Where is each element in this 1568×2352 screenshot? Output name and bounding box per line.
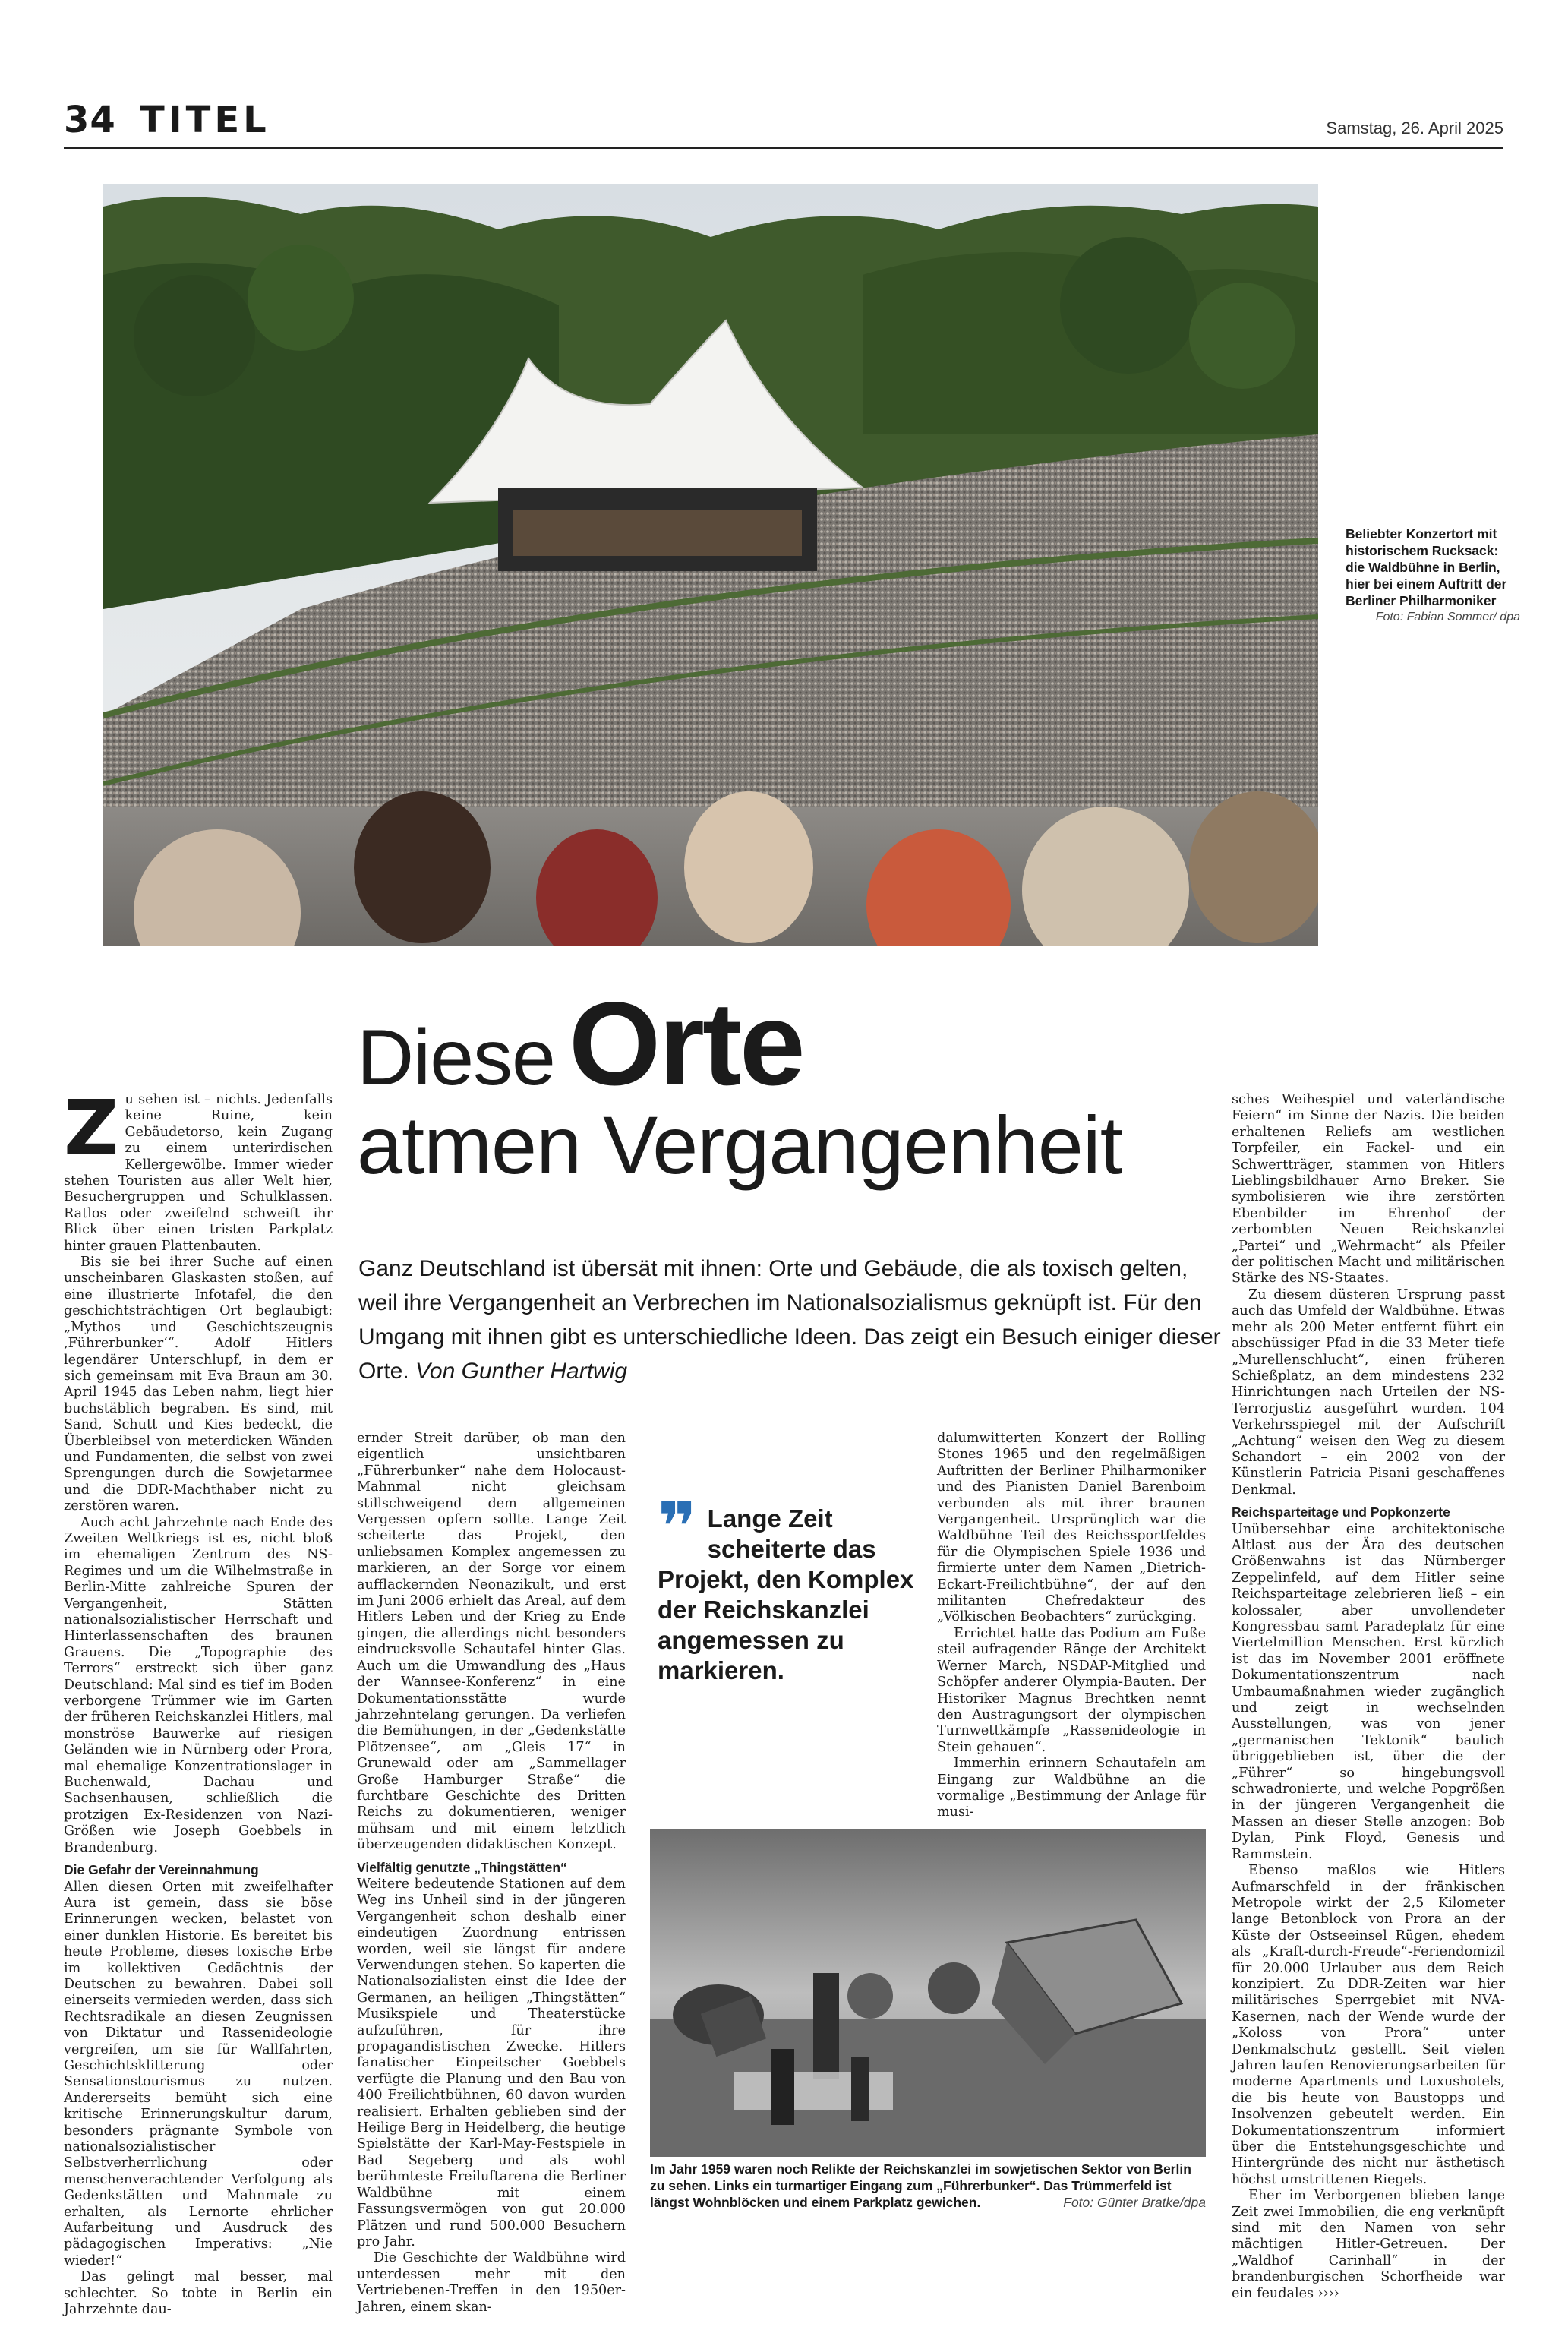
pull-quote-text: Lange Zeit scheiterte das Projekt, den Komplex der Reichskanzlei angemessen zu markieren. [658,1504,914,1684]
paragraph: Immerhin erinnern Schautafeln am Eingang zur Waldbühne an die vormalige „Bestimmung der Anlage für musi- [937,1756,1206,1820]
top-photo-credit: Foto: Fabian Sommer/ dpa [1375,611,1520,624]
section-title: TITEL [140,99,270,141]
headline-word-orte: Orte [568,978,803,1110]
paragraph: Auch acht Jahrzehnte nach Ende des Zweiten Weltkriegs ist es, nicht bloß im ehemaligen Zentrum des NS-Regimes und um die Wilhelmstraße in Berlin-Mitte zahlreiche Spuren der Vergangenheit, Stätten nationalsozialistischer Herrschaft und Hinterlassenschaften des braunen Grauens. Die „Topographie des Terrors“ erstreckt sich über ganz Deutschland: Mal sind es tief im Boden verborgene Trümmer wie im Garten der früheren Reichskanzlei Hitlers, mal monströse Bauwerke auf riesigen Geländen wie in Nürnberg oder Prora, mal ehemalige Konzentrationslager in Buchenwald, Dachau und Sachsenhausen, schließlich die protzigen Ex-Residenzen von Nazi-Größen wie Joseph Goebbels in Brandenburg. [64,1514,333,1855]
article-column-4 [1232,1092,1505,2302]
paragraph: Bis sie bei ihrer Suche auf einen unscheinbaren Glaskasten stoßen, auf eine illustrierte Infotafel, die den geschichtsträchtigen Ort beglaubigt: „Mythos und Geschichtszeugnis ‚Führerbunker‘“. Adolf Hitlers legendärer Unterschlupf, in dem er sich gemeinsam mit Eva Braun am 30. April 1945 das Leben nahm, liegt hier buchstäblich begraben. Es sind, mit Sand, Schutt und Kies bedeckt, die Überbleibsel von meterdicken Wänden und Fundamenten, die selbst von zwei Sprengungen durch die Sowjetarmee und die DDR-Machthaber nicht zu zerstören waren. [64,1255,333,1514]
quote-mark-icon: ❞ [658,1488,697,1566]
headline [357,978,1230,1191]
issue-date: Samstag, 26. April 2025 [1326,118,1503,137]
bottom-photo-credit: Foto: Günter Bratke/dpa [1063,2195,1206,2210]
paragraph: Errichtet hatte das Podium am Fuße steil aufragender Ränge der Architekt Werner March, NSDAP-Mitglied und Schöpfer anderer Olympia-Bauten. Der Historiker Magnus Brechtken nennt den Austragungsort der olympischen Turnwettkämpfe „Rassenideologie in Stein gehauen“. [937,1625,1206,1755]
paragraph: Die Geschichte der Waldbühne wird unterdessen mehr mit den Vertriebenen-Treffen in den 1950er-Jahren, einem skan- [357,2250,626,2315]
paragraph: Unübersehbar eine architektonische Altlast aus der Ära des deutschen Größenwahns ist das Nürnberger Zeppelinfeld, auf dem Hitler seine Reichsparteitage zelebrieren ließ – ein kolossaler, aber unvollendeter Kongressbau samt Paradeplatz für eine Viertelmillion Menschen. Erst kürzlich ist das im November 2001 eröffnete Dokumentationszentrum nach Umbaumaßnahmen wieder zugänglich und zeigt in wechselnden Ausstellungen, was von jener „germanischen Tektonik“ baulich übriggeblieben ist, über die der „Führer“ so hingebungsvoll schwadronierte, und welche Popgrößen in der jüngeren Vergangenheit die Massen an dieser Stelle anzogen: Bob Dylan, Pink Floyd, Genesis und Rammstein. [1232,1521,1505,1862]
headline-line2: atmen Vergangenheit [357,1099,1122,1191]
subheading: Die Gefahr der Vereinnahmung [64,1862,259,1878]
paragraph: ernder Streit darüber, ob man den eigentlich unsichtbaren „Führerbunker“ nahe dem Holocaust-Mahnmal nicht gleichsam stillschweigend dem allgemeinen Vergessen opfern sollte. Lange Zeit scheiterte das Projekt, den unliebsamen Komplex angemessen zu markieren, an der Sorge vor einem aufflackernden Neonazikult, und erst im Juni 2006 erhielt das Areal, auf dem Hitlers Leben und der Krieg zu Ende gingen, die allerdings nicht besonders eindrucksvolle Schautafel hinter Glas. Auch um die Umwandlung des „Haus der Wannsee-Konferenz“ in eine Dokumentationsstätte wurde jahrzehntelang gerungen. Da verliefen die Bemühungen, in der „Gedenkstätte Plötzensee“, am „Gleis 17“ in Grunewald oder am „Sammellager Große Hamburger Straße“ die furchtbare Geschichte des Dritten Reichs zu dokumentieren, weniger mühsam und mit einem letztlich überzeugenden didaktischen Konzept. [357,1431,626,1853]
top-photo-caption [1346,526,1520,626]
paragraph: u sehen ist – nichts. Jedenfalls keine Ruine, kein Gebäudetorso, kein Zugang zu einem unterirdischen Kellergewölbe. Immer wieder stehen Touristen aus aller Welt hier, Besuchergruppen und Schulklassen. Ratlos oder zweifelnd schweift ihr Blick über einen tristen Parkplatz hinter grauen Plattenbauten. [64,1092,333,1254]
article-column-3 [937,1431,1206,1821]
author-byline: Von Gunther Hartwig [415,1359,628,1384]
bottom-photo-caption [650,2161,1206,2211]
paragraph: Weitere bedeutende Stationen auf dem Weg ins Unheil sind in der jüngeren Vergangenheit schon deshalb einer eindeutigen Zuordnung entrissen worden, weil sie längst für andere Verwendungen stehen. So kaperten die Nationalsozialisten einst die Idee der Germanen, an heiligen „Thingstätten“ Musikspiele und Theaterstücke aufzuführen, für ihre propagandistischen Zwecke. Hitlers fanatischer Einpeitscher Goebbels verfügte die Planung und den Bau von 400 Freilichtbühnen, 60 davon wurden realisiert. Erhalten geblieben sind der Heilige Berg in Heidelberg, die heutige Spielstätte der Karl-May-Festspiele in Bad Segeberg und als wohl berühmteste Freiluftarena die Berliner Waldbühne mit einem Fassungsvermögen von gut 20.000 Plätzen und rund 500.000 Besuchern pro Jahr. [357,1876,626,2249]
waldbuehne-concert-photo [103,184,1318,946]
article-column-1 [64,1084,333,2318]
drop-cap: Z [64,1084,119,1173]
reichskanzlei-ruins-photo [650,1829,1206,2157]
paragraph: sches Weihespiel und vaterländische Feiern“ im Sinne der Nazis. Die beiden erhaltenen Reliefs am westlichen Torpfeiler, ein Fackel- und ein Schwertträger, stammen von Hitlers Lieblingsbildhauer Arno Breker. Sie symbolisieren wie ihre zerstörten Ebenbilder im Ehrenhof der zerbombten Neuen Reichskanzlei „Partei“ und „Wehrmacht“ als Pfeiler der politischen Macht und militärischen Stärke des NS-Staates. [1232,1092,1505,1286]
paragraph: Zu diesem düsteren Ursprung passt auch das Umfeld der Waldbühne. Etwas mehr als 200 Meter entfernt führt ein abschüssiger Pfad in die 33 Meter tiefe „Murellenschlucht“, einen früheren Schießplatz, an dem mindestens 232 Hinrichtungen nach Urteilen der NS-Terrorjustiz ausgeführt wurden. 104 Verkehrsspiegel mit der Aufschrift „Achtung“ weisen den Weg zu diesem Schandort – ein 2002 von der Künstlerin Patricia Pisani geschaffenes Denkmal. [1232,1286,1505,1498]
page-number: 34 [64,99,116,141]
paragraph: Allen diesen Orten mit zweifelhafter Aura ist gemein, dass sie böse Erinnerungen wecken, belastet von einer dunklen Historie. Es bereitet bis heute Probleme, dieses toxische Erbe im kollektiven Gedächtnis der Deutschen zu bewahren. Dabei soll einerseits vermieden werden, dass sich Rechtsradikale an diesen Zeugnissen von Diktatur und Rassenideologie vergreifen, um sie für Wallfahrten, Geschichtsklitterung oder Sensationstourismus zu nutzen. Andererseits bemüht sich eine kritische Erinnerungskultur darum, besonders prägnante Symbole von nationalsozialistischer Selbstverherrlichung oder menschenverachtender Verfolgung als Gedenkstätten und Mahnmale zu erhalten, als Lernorte ehrlicher Aufarbeitung und Ausdruck des pädagogischen Imperativs: „Nie wieder!“ [64,1879,333,2268]
subheading: Vielfältig genutzte „Thingstätten“ [357,1859,567,1875]
page-header [64,96,1503,149]
subheading: Reichsparteitage und Popkonzerte [1232,1504,1450,1520]
headline-word-diese: Diese [357,1014,555,1102]
lead-paragraph [358,1252,1224,1388]
lead-text: Ganz Deutschland ist übersät mit ihnen: Orte und Gebäude, die als toxisch gelten, weil ihre Vergangenheit an Verbrechen im Nationalsozialismus geknüpft ist. Für den Umgang mit ihnen gibt es unterschiedliche Ideen. Das zeigt ein Besuch einiger dieser Orte. [358,1256,1221,1384]
paragraph: Das gelingt mal besser, mal schlechter. So tobte in Berlin ein Jahrzehnte dau- [64,2269,333,2318]
paragraph: Eher im Verborgenen blieben lange Zeit zwei Immobilien, die eng verknüpft sind mit den Namen von sehr mächtigen Hitler-Getreuen. Der „Waldhof Carinhall“ in der brandenburgischen Schorfheide war ein feudales ›››› [1232,2188,1505,2301]
bottom-photo-caption-text: Im Jahr 1959 waren noch Relikte der Reichskanzlei im sowjetischen Sektor von Berlin zu sehen. Links ein turmartiger Eingang zum „Führerbunker“. Das Trümmerfeld ist längst Wohnblöcken und einem Parkplatz gewichen. [650,2161,1191,2210]
paragraph: dalumwitterten Konzert der Rolling Stones 1965 und den regelmäßigen Auftritten der Berliner Philharmoniker und des Pianisten Daniel Barenboim verbunden als mit ihrer braunen Vergangenheit. Ursprünglich war die Waldbühne Teil des Reichssportfeldes für die Olympischen Spiele 1936 und firmierte unter dem Namen „Dietrich-Eckart-Freilichtbühne“, der auf den militanten Chefredakteur des „Völkischen Beobachters“ zurückging. [937,1431,1206,1625]
paragraph: Ebenso maßlos wie Hitlers Aufmarschfeld in der fränkischen Metropole wirkt der 2,5 Kilometer lange Betonblock von Prora an der Küste der Ostseeinsel Rügen, ehedem als „Kraft-durch-Freude“-Feriendomizil für 20.000 Urlauber aus dem Reich konzipiert. Zu DDR-Zeiten war hier militärisches Sperrgebiet mit NVA-Kasernen, nach der Wende wurde der „Koloss von Prora“ unter Denkmalschutz gestellt. Seit vielen Jahren laufen Renovierungsarbeiten für moderne Apartments und Luxushotels, die bis heute von Baustopps und Insolvenzen gebeutelt werden. Ein Dokumentationszentrum informiert über die Entstehungsgeschichte und Hintergründe des nicht nur ästhetisch höchst umstrittenen Riegels. [1232,1863,1505,2187]
pull-quote [658,1488,916,1686]
article-column-2 [357,1431,626,2316]
top-photo-caption-text: Beliebter Konzertort mit historischem Rucksack: die Waldbühne in Berlin, hier bei einem Auftritt der Berliner Philharmoniker [1346,526,1507,608]
